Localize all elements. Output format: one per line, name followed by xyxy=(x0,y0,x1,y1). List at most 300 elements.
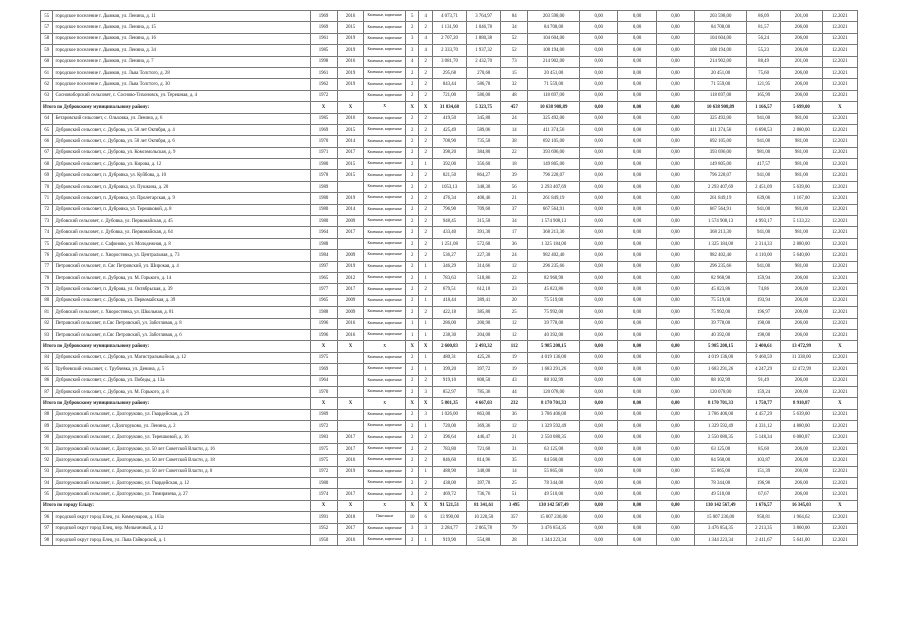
residents-cell: 35 xyxy=(501,455,528,466)
total-cost-cell: 2 293 407,69 xyxy=(528,181,580,192)
row-number: 62 xyxy=(41,79,53,90)
floors-cell: X xyxy=(405,398,418,409)
entrances-cell: 1 xyxy=(419,318,432,329)
row-number: 58 xyxy=(41,33,53,44)
residents-cell: 24 xyxy=(501,250,528,261)
entrances-cell: X xyxy=(419,398,432,409)
unit-cost-cell: 1 676,57 xyxy=(746,500,780,511)
cost-fund-cell: 0,00 xyxy=(580,398,618,409)
address-cell: Дубовский сельсовет, с. Хворостянка, ул. Центральная, д. 73 xyxy=(53,250,310,261)
cost-budget-cell: 0,00 xyxy=(618,500,656,511)
floors-cell: 2 xyxy=(405,272,418,283)
cost-local-cell: 0,00 xyxy=(656,272,694,283)
unit-cost-cell: 74,86 xyxy=(746,284,780,295)
address-cell: Дубовский сельсовет, с. Хворостянка, ул. Школьная, д. 81 xyxy=(53,307,310,318)
cost-fund-cell: 0,00 xyxy=(580,67,618,78)
max-unit-cost-cell: 5 133,22 xyxy=(781,216,822,227)
deadline-cell: 12.2021 xyxy=(822,159,857,170)
wall-material-cell: Каменные, кирпичные xyxy=(364,272,405,283)
address-cell: Долгоруковский сельсовет, с. Долгоруково, ул. Гвардейская, д. 12 xyxy=(53,478,310,489)
address-cell: Долгоруковский сельсовет, с. Долгоруково, ул. Тимирязева, д. 27 xyxy=(53,489,310,500)
cost-fund-cell: 0,00 xyxy=(580,181,618,192)
cost-budget-cell: 0,00 xyxy=(618,33,656,44)
living-area-cell: 314,66 xyxy=(467,261,501,272)
total-area-cell: 346,29 xyxy=(432,261,466,272)
wall-material-cell: Каменные, кирпичные xyxy=(364,11,405,22)
living-area-cell: 589,06 xyxy=(467,124,501,135)
deadline-cell: 12.2021 xyxy=(822,352,857,363)
unit-cost-cell: 2 451,09 xyxy=(746,181,780,192)
deadline-cell: 12.2021 xyxy=(822,227,857,238)
address-cell: Дубровский сельсовет, с. Дуброва, ул. Первомайская, д. 39 xyxy=(53,295,310,306)
cost-fund-cell: 0,00 xyxy=(580,523,618,534)
unit-cost-cell: 81,57 xyxy=(746,22,780,33)
row-number: 55 xyxy=(41,11,53,22)
total-cost-cell: 149 805,00 xyxy=(528,159,580,170)
address-cell: городской округ город Елец, ул. Коммунаров, д. 163а xyxy=(53,512,310,523)
year-built-cell: 1952 xyxy=(310,523,337,534)
year-repair-cell: 2016 xyxy=(337,534,364,545)
floors-cell: 1 xyxy=(405,318,418,329)
unit-cost-cell: 941,00 xyxy=(746,136,780,147)
year-built-cell: 1980 xyxy=(310,478,337,489)
year-repair-cell: 2016 xyxy=(337,56,364,67)
wall-material-cell: Каменные, кирпичные xyxy=(364,227,405,238)
entrances-cell: X xyxy=(419,102,432,113)
total-cost-cell: 261 849,19 xyxy=(528,193,580,204)
cost-owners-cell: 149 805,00 xyxy=(695,159,747,170)
year-repair-cell xyxy=(337,238,364,249)
row-number: 84 xyxy=(41,352,53,363)
cost-budget-cell: 0,00 xyxy=(618,409,656,420)
cost-local-cell: 0,00 xyxy=(656,341,694,352)
total-cost-cell: 214 902,00 xyxy=(528,56,580,67)
cost-owners-cell: 82 968,98 xyxy=(695,272,747,283)
total-cost-cell: 20 451,00 xyxy=(528,67,580,78)
total-cost-cell: 3 786 406,00 xyxy=(528,409,580,420)
year-built-cell: X xyxy=(310,102,337,113)
year-built-cell: 1972 xyxy=(310,466,337,477)
total-area-cell: 425,49 xyxy=(432,124,466,135)
living-area-cell: 814,96 xyxy=(467,455,501,466)
floors-cell: 2 xyxy=(405,534,418,545)
max-unit-cost-cell: 5 699,00 xyxy=(781,102,822,113)
address-cell: городское поселение г. Дымков, ул. Ленина, д. 34 xyxy=(53,45,310,56)
wall-material-cell: Каменные, кирпичные xyxy=(364,489,405,500)
max-unit-cost-cell: 2 880,00 xyxy=(781,124,822,135)
living-area-cell: 200,90 xyxy=(467,318,501,329)
unit-cost-cell: 958,81 xyxy=(746,512,780,523)
entrances-cell: 2 xyxy=(419,478,432,489)
total-area-cell: 708,90 xyxy=(432,136,466,147)
living-area-cell: 2 432,70 xyxy=(467,56,501,67)
table-row xyxy=(41,238,858,249)
entrances-cell: 1 xyxy=(419,534,432,545)
entrances-cell: 2 xyxy=(419,238,432,249)
total-row xyxy=(41,500,858,511)
table-row xyxy=(41,455,858,466)
floors-cell: 2 xyxy=(405,227,418,238)
wall-material-cell: Каменные, кирпичные xyxy=(364,136,405,147)
table-row xyxy=(41,113,858,124)
year-built-cell: 1975 xyxy=(310,443,337,454)
year-built-cell: 1971 xyxy=(310,147,337,158)
year-built-cell: 1965 xyxy=(310,295,337,306)
cost-fund-cell: 0,00 xyxy=(580,113,618,124)
cost-budget-cell: 0,00 xyxy=(618,113,656,124)
deadline-cell: 12.2021 xyxy=(822,455,857,466)
max-unit-cost-cell: 206,00 xyxy=(781,443,822,454)
cost-budget-cell: 0,00 xyxy=(618,329,656,340)
year-built-cell: 1965 xyxy=(310,272,337,283)
year-built-cell: 1980 xyxy=(310,216,337,227)
max-unit-cost-cell: 8 910,87 xyxy=(781,398,822,409)
cost-budget-cell: 0,00 xyxy=(618,11,656,22)
total-label: Итого по городу Ельцу: xyxy=(41,500,311,511)
cost-fund-cell: 0,00 xyxy=(580,238,618,249)
floors-cell: 2 xyxy=(405,364,418,375)
cost-budget-cell: 0,00 xyxy=(618,250,656,261)
cost-local-cell: 0,00 xyxy=(656,318,694,329)
year-built-cell: 1983 xyxy=(310,432,337,443)
total-area-cell: 286,00 xyxy=(432,318,466,329)
cost-fund-cell: 0,00 xyxy=(580,295,618,306)
table-row xyxy=(41,261,858,272)
total-area-cell: 843,44 xyxy=(432,79,466,90)
max-unit-cost-cell: 981,00 xyxy=(781,204,822,215)
max-unit-cost-cell: 201,00 xyxy=(781,56,822,67)
cost-owners-cell: 120 078,00 xyxy=(695,386,747,397)
floors-cell: 2 xyxy=(405,159,418,170)
max-unit-cost-cell: 5 640,00 xyxy=(781,250,822,261)
wall-material-cell: Каменные, кирпичные xyxy=(364,90,405,101)
table-row xyxy=(41,22,858,33)
table-row xyxy=(41,318,858,329)
cost-owners-cell: 1 574 908,13 xyxy=(695,216,747,227)
residents-cell: 25 xyxy=(501,478,528,489)
deadline-cell: 12.2021 xyxy=(822,421,857,432)
residents-cell: 84 xyxy=(501,11,528,22)
year-repair-cell: 2014 xyxy=(337,204,364,215)
total-area-cell: 419,50 xyxy=(432,113,466,124)
table-row xyxy=(41,443,858,454)
cost-fund-cell: 0,00 xyxy=(580,33,618,44)
cost-owners-cell: 55 865,00 xyxy=(695,466,747,477)
unit-cost-cell: 2 213,35 xyxy=(746,523,780,534)
year-built-cell: X xyxy=(310,500,337,511)
cost-local-cell: 0,00 xyxy=(656,512,694,523)
address-cell: Трубчевский сельсовет, с. Трубчевка, ул. Денина, д. 5 xyxy=(53,364,310,375)
address-cell: Долгоруковский сельсовет, с. Долгоруково, ул. Гвардейская, д. 29 xyxy=(53,409,310,420)
residents-cell: 28 xyxy=(501,534,528,545)
table-row xyxy=(41,295,858,306)
total-area-cell: 821,50 xyxy=(432,170,466,181)
floors-cell: X xyxy=(405,500,418,511)
total-area-cell: 1 251,08 xyxy=(432,238,466,249)
year-built-cell: 1989 xyxy=(310,409,337,420)
max-unit-cost-cell: 206,00 xyxy=(781,455,822,466)
table-row xyxy=(41,421,858,432)
total-cost-cell: 75 519,00 xyxy=(528,295,580,306)
deadline-cell: 12.2021 xyxy=(822,147,857,158)
year-built-cell: 1964 xyxy=(310,375,337,386)
deadline-cell: 12.2021 xyxy=(822,22,857,33)
deadline-cell: 12.2021 xyxy=(822,318,857,329)
year-built-cell: X xyxy=(310,398,337,409)
living-area-cell: 3 764,97 xyxy=(467,11,501,22)
total-area-cell: 783,80 xyxy=(432,443,466,454)
cost-owners-cell: 982 402,40 xyxy=(695,250,747,261)
total-area-cell: 418,44 xyxy=(432,295,466,306)
year-repair-cell: 2016 xyxy=(337,11,364,22)
cost-budget-cell: 0,00 xyxy=(618,227,656,238)
total-area-cell: 399,20 xyxy=(432,364,466,375)
total-area-cell: 783,63 xyxy=(432,272,466,283)
cost-local-cell: 0,00 xyxy=(656,421,694,432)
row-number: 88 xyxy=(41,409,53,420)
year-built-cell: 1964 xyxy=(310,227,337,238)
max-unit-cost-cell: 12 472,99 xyxy=(781,364,822,375)
total-cost-cell: 88 102,99 xyxy=(528,375,580,386)
year-repair-cell: 2015 xyxy=(337,22,364,33)
floors-cell: 2 xyxy=(405,455,418,466)
max-unit-cost-cell: 981,00 xyxy=(781,113,822,124)
cost-local-cell: 0,00 xyxy=(656,284,694,295)
row-number: 82 xyxy=(41,318,53,329)
year-repair-cell: 2018 xyxy=(337,512,364,523)
entrances-cell: 6 xyxy=(419,512,432,523)
residents-cell: 18 xyxy=(501,159,528,170)
wall-material-cell: Каменные, кирпичные xyxy=(364,67,405,78)
max-unit-cost-cell: 3 860,00 xyxy=(781,523,822,534)
max-unit-cost-cell: 201,00 xyxy=(781,11,822,22)
total-cost-cell: 84 708,00 xyxy=(528,22,580,33)
cost-fund-cell: 0,00 xyxy=(580,329,618,340)
residents-cell: 32 xyxy=(501,79,528,90)
cost-local-cell: 0,00 xyxy=(656,56,694,67)
unit-cost-cell: 941,00 xyxy=(746,204,780,215)
table-row xyxy=(41,375,858,386)
unit-cost-cell: 4 110,00 xyxy=(746,250,780,261)
cost-budget-cell: 0,00 xyxy=(618,284,656,295)
unit-cost-cell: 417,57 xyxy=(746,159,780,170)
address-cell: Дубовский сельсовет, с. Дубовка, ул. Первомайская, д. 45 xyxy=(53,216,310,227)
table-row xyxy=(41,364,858,375)
wall-material-cell: Каменные, кирпичные xyxy=(364,364,405,375)
deadline-cell: 12.2021 xyxy=(822,443,857,454)
max-unit-cost-cell: 206,00 xyxy=(781,295,822,306)
table-row xyxy=(41,478,858,489)
max-unit-cost-cell: 206,00 xyxy=(781,45,822,56)
unit-cost-cell: 55,23 xyxy=(746,45,780,56)
living-area-cell: 572,68 xyxy=(467,238,501,249)
total-cost-cell: 120 078,00 xyxy=(528,386,580,397)
max-unit-cost-cell: 4 880,00 xyxy=(781,421,822,432)
deadline-cell: 12.2021 xyxy=(822,113,857,124)
living-area-cell: 425,26 xyxy=(467,352,501,363)
year-built-cell: 1996 xyxy=(310,318,337,329)
wall-material-cell: Каменные, кирпичные xyxy=(364,159,405,170)
total-cost-cell: 1 344 223,34 xyxy=(528,534,580,545)
table-row xyxy=(41,534,858,545)
address-cell: Сосновоборский сельсовет, с. Сосново-Тихоновск, ул. Терешная, д. 4 xyxy=(53,90,310,101)
unit-cost-cell: 196,97 xyxy=(746,307,780,318)
row-number: 67 xyxy=(41,147,53,158)
wall-material-cell: Каменные, кирпичные xyxy=(364,170,405,181)
deadline-cell: 12.2021 xyxy=(822,512,857,523)
cost-budget-cell: 0,00 xyxy=(618,124,656,135)
table-row xyxy=(41,307,858,318)
deadline-cell: 12.2021 xyxy=(822,124,857,135)
cost-fund-cell: 0,00 xyxy=(580,227,618,238)
entrances-cell: 2 xyxy=(419,22,432,33)
wall-material-cell: Каменные, кирпичные xyxy=(364,79,405,90)
cost-local-cell: 0,00 xyxy=(656,307,694,318)
deadline-cell: 12.2021 xyxy=(822,478,857,489)
deadline-cell: 12.2021 xyxy=(822,295,857,306)
address-cell: Петровский сельсовет, п.Сяс Петровский, ул. Заботливая, д. 8 xyxy=(53,318,310,329)
table-row xyxy=(41,216,858,227)
deadline-cell: 12.2021 xyxy=(822,56,857,67)
row-number: 83 xyxy=(41,329,53,340)
living-area-cell: 81 341,61 xyxy=(467,500,501,511)
entrances-cell: 2 xyxy=(419,443,432,454)
address-cell: Дубровский сельсовет, с. Дуброва, ул. 50 лет Октября, д. 6 xyxy=(53,136,310,147)
cost-budget-cell: 0,00 xyxy=(618,489,656,500)
unit-cost-cell: 639,06 xyxy=(746,193,780,204)
floors-cell: 10 xyxy=(405,512,418,523)
table-row xyxy=(41,386,858,397)
year-built-cell: 1998 xyxy=(310,56,337,67)
row-number: 65 xyxy=(41,124,53,135)
entrances-cell: 2 xyxy=(419,216,432,227)
address-cell: городской округ город Елец, ул. Льва Гайворской, д. 1 xyxy=(53,534,310,545)
max-unit-cost-cell: 206,00 xyxy=(781,79,822,90)
row-number: 92 xyxy=(41,455,53,466)
unit-cost-cell: 9 460,59 xyxy=(746,352,780,363)
deadline-cell: 12.2021 xyxy=(822,67,857,78)
cost-budget-cell: 0,00 xyxy=(618,432,656,443)
table-row xyxy=(41,159,858,170)
cost-fund-cell: 0,00 xyxy=(580,124,618,135)
wall-material-cell: Каменные, кирпичные xyxy=(364,113,405,124)
year-built-cell: 1978 xyxy=(310,170,337,181)
year-repair-cell: 2016 xyxy=(337,113,364,124)
cost-local-cell: 0,00 xyxy=(656,500,694,511)
max-unit-cost-cell: 206,00 xyxy=(781,90,822,101)
cost-budget-cell: 0,00 xyxy=(618,421,656,432)
year-repair-cell: 2019 xyxy=(337,193,364,204)
total-area-cell: 1053,13 xyxy=(432,181,466,192)
wall-material-cell: Каменные, кирпичные xyxy=(364,181,405,192)
table-row xyxy=(41,181,858,192)
cost-local-cell: 0,00 xyxy=(656,386,694,397)
row-number: 86 xyxy=(41,375,53,386)
floors-cell: 2 xyxy=(405,238,418,249)
table-row xyxy=(41,79,858,90)
floors-cell: 2 xyxy=(405,216,418,227)
total-area-cell: 1 131,90 xyxy=(432,22,466,33)
residents-cell: 37 xyxy=(501,204,528,215)
residents-cell: 17 xyxy=(501,227,528,238)
cost-owners-cell: 2 293 407,69 xyxy=(695,181,747,192)
unit-cost-cell: 121,95 xyxy=(746,79,780,90)
residents-cell: 19 xyxy=(501,364,528,375)
entrances-cell: 4 xyxy=(419,11,432,22)
cost-local-cell: 0,00 xyxy=(656,352,694,363)
residents-cell: 20 xyxy=(501,295,528,306)
floors-cell: X xyxy=(405,102,418,113)
year-repair-cell: 2019 xyxy=(337,261,364,272)
residents-cell: 14 xyxy=(501,124,528,135)
year-repair-cell: X xyxy=(337,500,364,511)
floors-cell: 2 xyxy=(405,136,418,147)
entrances-cell: 1 xyxy=(419,159,432,170)
year-built-cell: 1972 xyxy=(310,90,337,101)
total-cost-cell: 82 968,98 xyxy=(528,272,580,283)
deadline-cell: 12.2021 xyxy=(822,386,857,397)
cost-local-cell: 0,00 xyxy=(656,90,694,101)
total-area-cell: 536,27 xyxy=(432,250,466,261)
residents-cell: 48 xyxy=(501,90,528,101)
address-cell: Дубовский сельсовет, с. Сафоново, ул. Молодежная, д. 8 xyxy=(53,238,310,249)
year-repair-cell xyxy=(337,90,364,101)
cost-owners-cell: 71 559,00 xyxy=(695,79,747,90)
cost-fund-cell: 0,00 xyxy=(580,307,618,318)
cost-budget-cell: 0,00 xyxy=(618,352,656,363)
cost-local-cell: 0,00 xyxy=(656,432,694,443)
year-repair-cell: 2009 xyxy=(337,295,364,306)
entrances-cell: 2 xyxy=(419,170,432,181)
total-area-cell: 720,00 xyxy=(432,421,466,432)
cost-fund-cell: 0,00 xyxy=(580,466,618,477)
cost-fund-cell: 0,00 xyxy=(580,79,618,90)
total-cost-cell: 411 374,56 xyxy=(528,124,580,135)
total-area-cell: 919,90 xyxy=(432,534,466,545)
unit-cost-cell: 2 314,33 xyxy=(746,238,780,249)
year-repair-cell: 2015 xyxy=(337,170,364,181)
address-cell: Долгоруковский сельсовет, с. Долгоруково, ул. 50 лет Советской Власти, д. 16 xyxy=(53,443,310,454)
year-repair-cell: 2009 xyxy=(337,250,364,261)
year-built-cell: 1991 xyxy=(310,512,337,523)
floors-cell: 2 xyxy=(405,79,418,90)
deadline-cell: 12.2021 xyxy=(822,432,857,443)
max-unit-cost-cell: 1 964,62 xyxy=(781,512,822,523)
unit-cost-cell: 4 993,17 xyxy=(746,216,780,227)
cost-owners-cell: 214 902,00 xyxy=(695,56,747,67)
cost-local-cell: 0,00 xyxy=(656,102,694,113)
cost-budget-cell: 0,00 xyxy=(618,216,656,227)
deadline-cell: 12.2021 xyxy=(822,136,857,147)
residents-cell: 15 xyxy=(501,67,528,78)
max-unit-cost-cell: 206,00 xyxy=(781,375,822,386)
cost-owners-cell: 203 598,00 xyxy=(695,11,747,22)
deadline-cell: 12.2021 xyxy=(822,90,857,101)
total-cost-cell: 4 019 136,00 xyxy=(528,352,580,363)
row-number: 85 xyxy=(41,364,53,375)
living-area-cell: 391,30 xyxy=(467,227,501,238)
entrances-cell: 2 xyxy=(419,90,432,101)
year-built-cell: X xyxy=(310,341,337,352)
floors-cell: 2 xyxy=(405,124,418,135)
year-repair-cell: 2017 xyxy=(337,284,364,295)
floors-cell: 2 xyxy=(405,409,418,420)
living-area-cell: 446,47 xyxy=(467,432,501,443)
cost-budget-cell: 0,00 xyxy=(618,170,656,181)
cost-budget-cell: 0,00 xyxy=(618,523,656,534)
total-cost-cell: 1 574 908,13 xyxy=(528,216,580,227)
year-built-cell: 1984 xyxy=(310,250,337,261)
